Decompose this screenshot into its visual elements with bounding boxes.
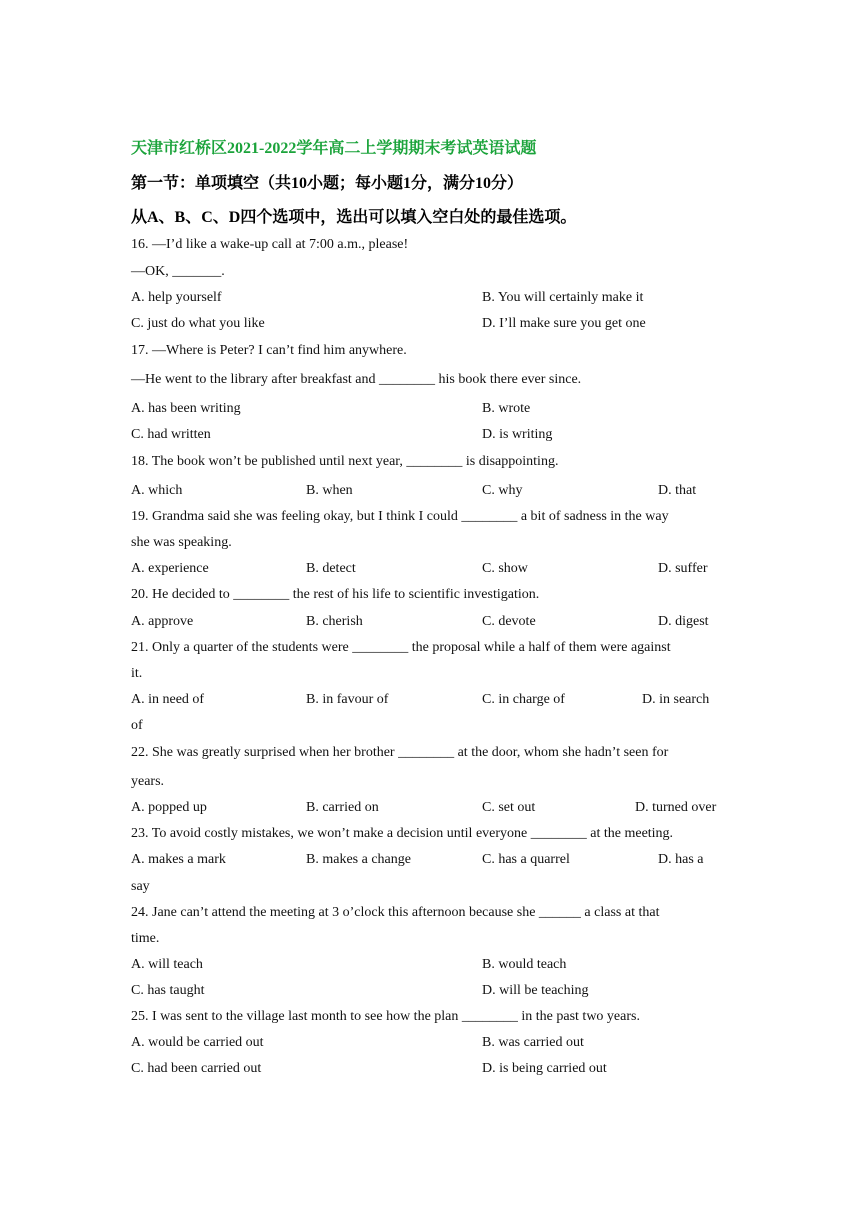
option-c: C. why	[482, 483, 523, 498]
question-stem: 18. The book won’t be published until next year, ________ is disappointing.	[131, 454, 559, 469]
option-d: D. digest	[658, 614, 709, 629]
option-d: D. that	[658, 483, 697, 498]
question-stem-cont: time.	[131, 931, 160, 946]
option-c: C. show	[482, 561, 528, 576]
option-a: A. has been writing	[131, 401, 241, 416]
question-stem: 20. He decided to ________ the rest of his life to scientific investigation.	[131, 587, 540, 602]
question-stem: 17. —Where is Peter? I can’t find him anywhere.	[131, 343, 407, 358]
question-stem: 21. Only a quarter of the students were ________ the proposal while a half of them were against	[131, 640, 671, 655]
question-stem: 16. —I’d like a wake-up call at 7:00 a.m., please!	[131, 237, 409, 252]
question-stem-cont: —OK, _______.	[131, 264, 225, 279]
option-b: B. was carried out	[482, 1035, 584, 1050]
question-stem: 24. Jane can’t attend the meeting at 3 o’clock this afternoon because she ______ a class at that	[131, 905, 660, 920]
section-heading: 第一节：单项填空（共10小题；每小题1分，满分10分）	[131, 175, 524, 192]
document-title: 天津市红桥区2021-2022学年高二上学期期末考试英语试题	[131, 140, 537, 157]
question-stem-cont: it.	[131, 666, 143, 681]
option-c: C. in charge of	[482, 692, 565, 707]
option-a: A. experience	[131, 561, 209, 576]
option-b: B. wrote	[482, 401, 531, 416]
option-b: B. You will certainly make it	[482, 290, 644, 305]
option-c: C. had been carried out	[131, 1061, 262, 1076]
option-b: B. when	[306, 483, 353, 498]
option-c: C. has a quarrel	[482, 852, 570, 867]
option-d-cont: say	[131, 879, 150, 894]
question-stem: 22. She was greatly surprised when her brother ________ at the door, whom she hadn’t seen for	[131, 745, 669, 760]
option-d: D. has a	[658, 852, 704, 867]
option-d: D. in search	[642, 692, 710, 707]
option-b: B. makes a change	[306, 852, 411, 867]
option-d: D. will be teaching	[482, 983, 589, 998]
option-d: D. turned over	[635, 800, 717, 815]
option-a: A. help yourself	[131, 290, 222, 305]
option-a: A. in need of	[131, 692, 205, 707]
question-stem: 23. To avoid costly mistakes, we won’t make a decision until everyone ________ at the meeting.	[131, 826, 674, 841]
option-d: D. is writing	[482, 427, 553, 442]
option-a: A. would be carried out	[131, 1035, 264, 1050]
option-d: D. is being carried out	[482, 1061, 607, 1076]
question-stem-cont: —He went to the library after breakfast and ________ his book there ever since.	[131, 372, 582, 387]
option-a: A. approve	[131, 614, 194, 629]
option-c: C. had written	[131, 427, 211, 442]
option-b: B. carried on	[306, 800, 379, 815]
option-a: A. will teach	[131, 957, 203, 972]
option-c: C. devote	[482, 614, 536, 629]
option-b: B. detect	[306, 561, 356, 576]
option-b: B. cherish	[306, 614, 363, 629]
option-a: A. popped up	[131, 800, 207, 815]
option-b: B. would teach	[482, 957, 567, 972]
option-c: C. has taught	[131, 983, 205, 998]
option-d: D. suffer	[658, 561, 708, 576]
option-d: D. I’ll make sure you get one	[482, 316, 646, 331]
option-a: A. which	[131, 483, 183, 498]
question-stem: 25. I was sent to the village last month to see how the plan ________ in the past two years.	[131, 1009, 640, 1024]
section-instruction: 从A、B、C、D四个选项中，选出可以填入空白处的最佳选项。	[131, 209, 577, 226]
question-stem: 19. Grandma said she was feeling okay, but I think I could ________ a bit of sadness in the way	[131, 509, 669, 524]
option-c: C. set out	[482, 800, 536, 815]
option-b: B. in favour of	[306, 692, 389, 707]
option-d-cont: of	[131, 718, 143, 733]
option-a: A. makes a mark	[131, 852, 226, 867]
option-c: C. just do what you like	[131, 316, 265, 331]
question-stem-cont: years.	[131, 774, 165, 789]
question-stem-cont: she was speaking.	[131, 535, 232, 550]
